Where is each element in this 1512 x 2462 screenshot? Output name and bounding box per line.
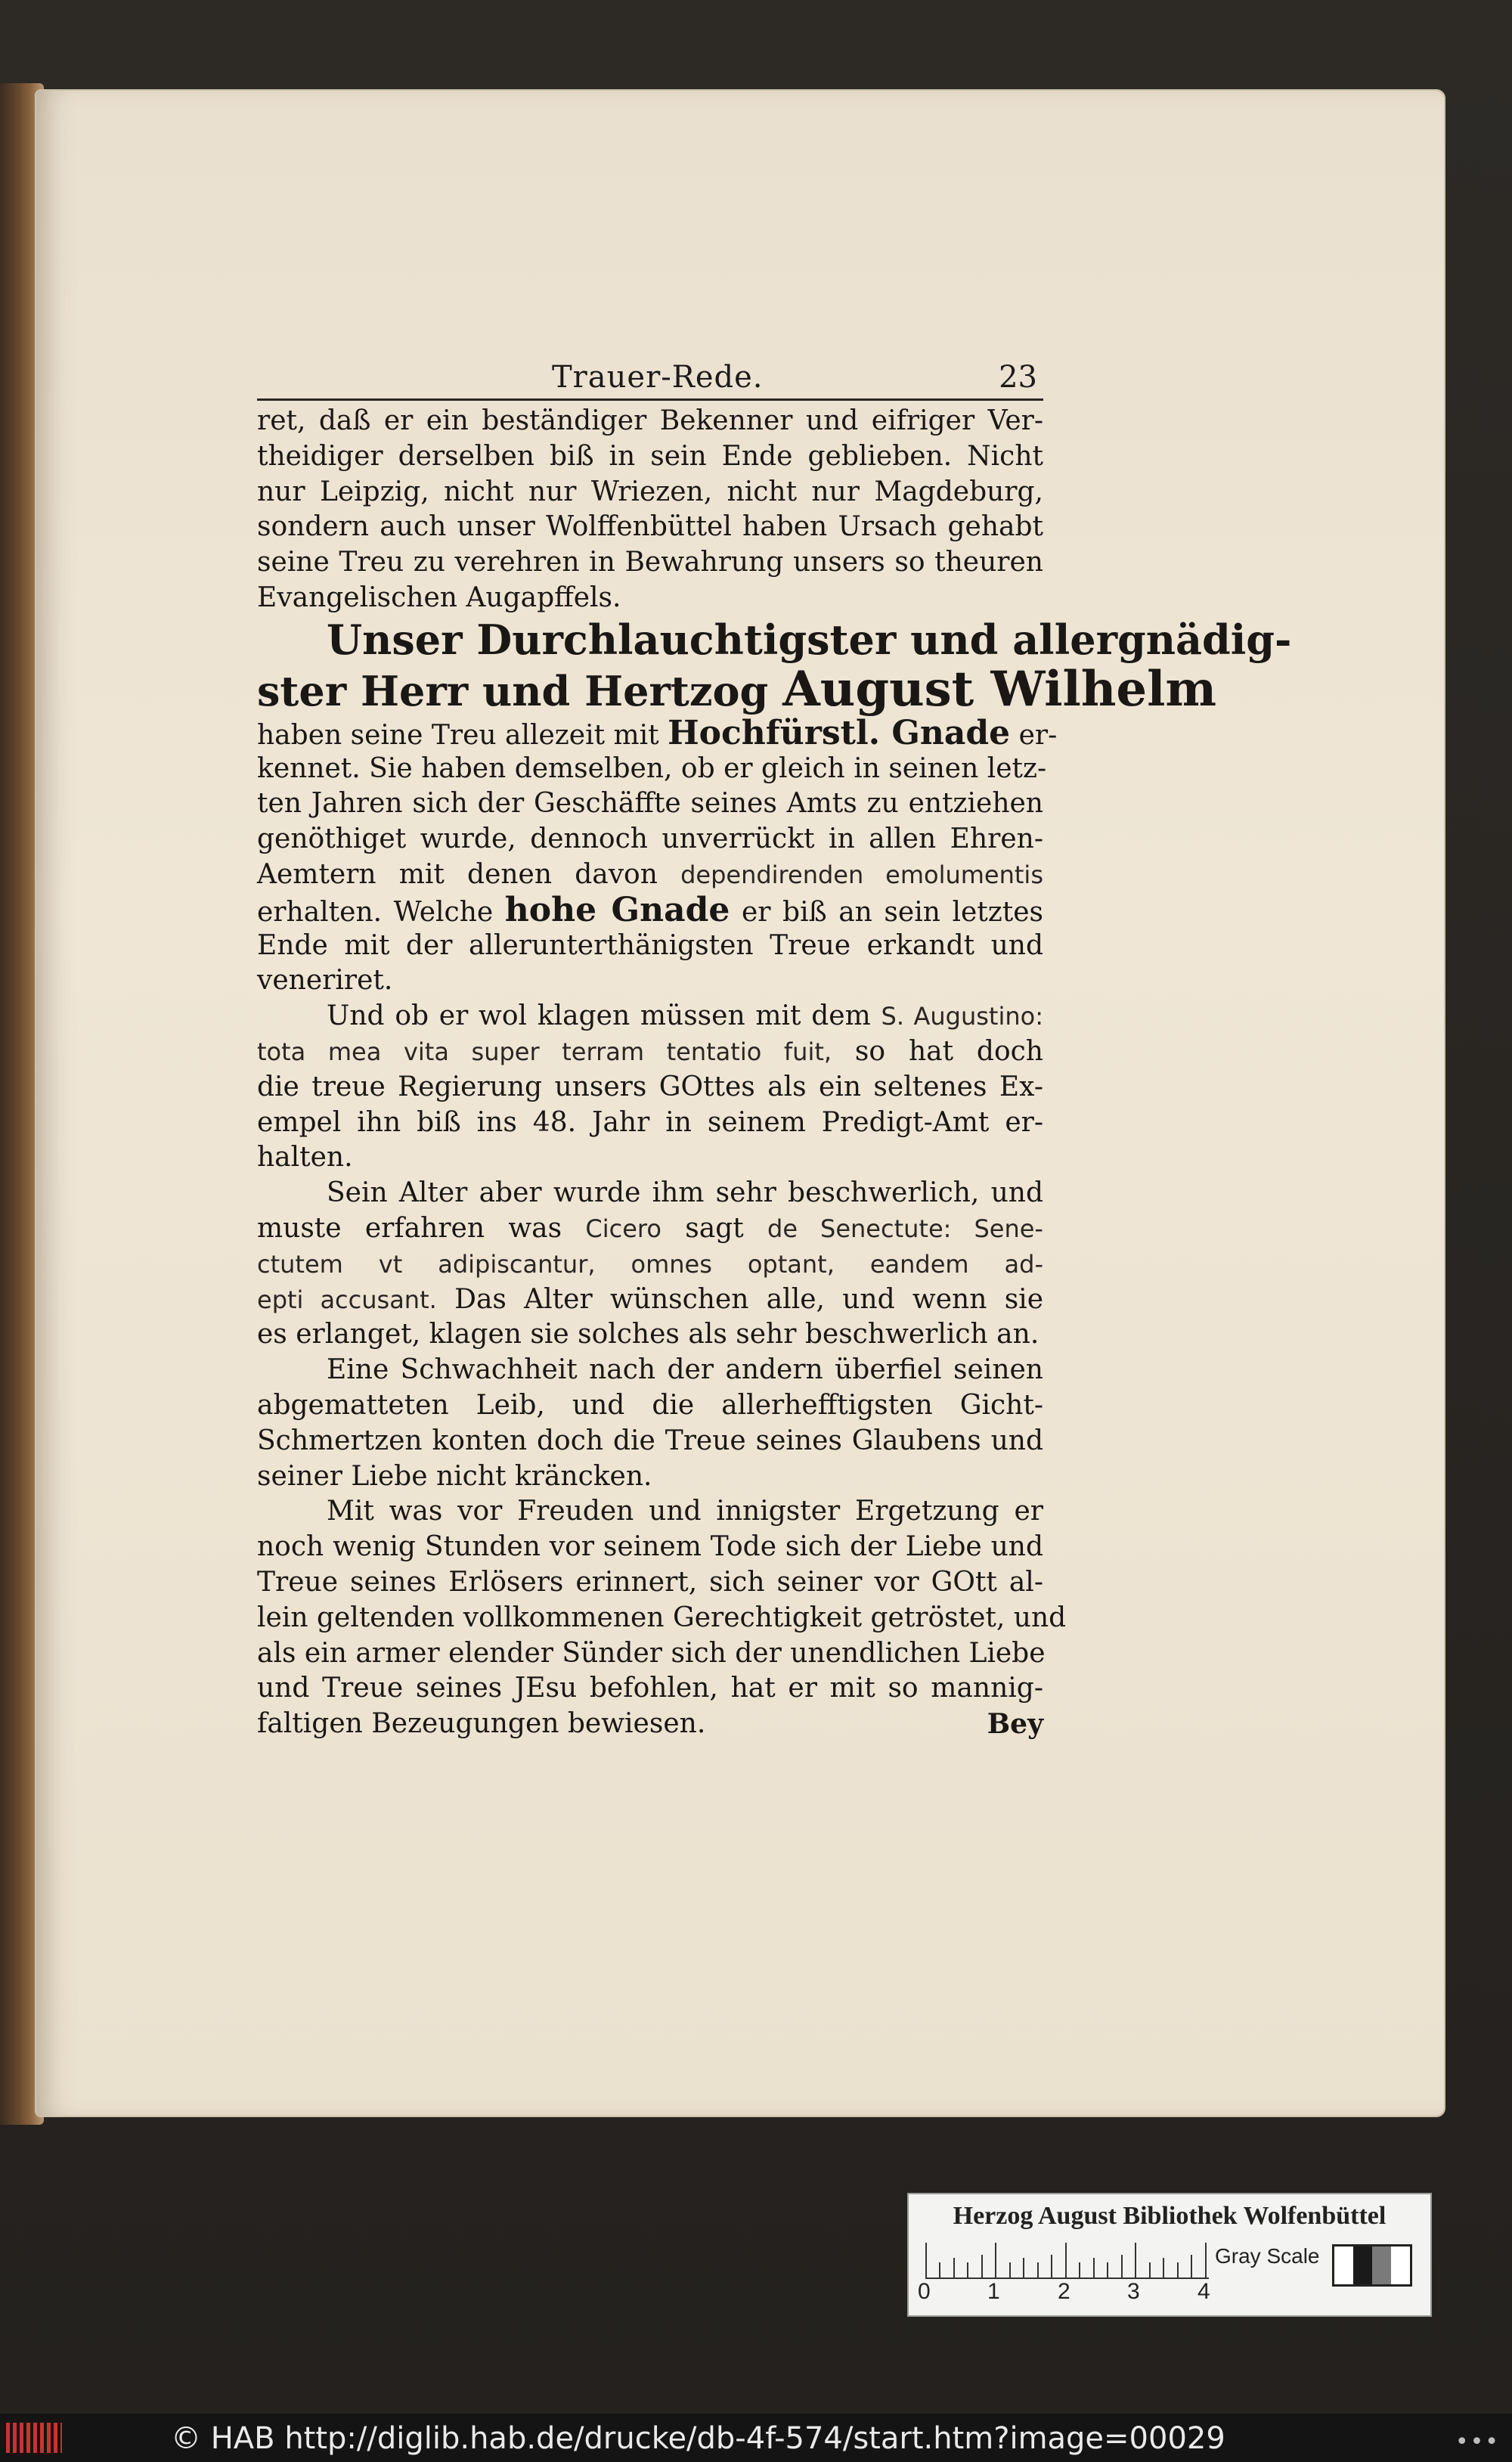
ruler-tick [967,2262,968,2278]
text-line: halten. [257,1142,353,1174]
ruler-tick [1135,2243,1136,2278]
text-line [257,999,1043,1034]
running-head [257,360,1043,402]
text-fragment: haben seine Treu allezeit mit [257,719,659,751]
gray-scale-swatches [1332,2244,1412,2287]
ruler-tick [1107,2262,1108,2278]
text-line: Mit was vor Freuden und innigster Ergetzung er [327,1496,1043,1527]
text-line [257,1282,1043,1318]
page-number: 23 [999,360,1037,395]
text-line [257,1034,1043,1070]
latin-text: epti accusant. [257,1285,437,1314]
text-fragment: sagt [685,1212,744,1244]
head-rule [257,398,1043,401]
text-line: Sein Alter aber wurde ihm sehr beschwerlich, und [327,1177,1043,1209]
latin-text: Cicero [585,1214,662,1243]
text-fragment: er biß an sein letztes [741,896,1043,928]
ruler-numbers [918,2279,1220,2306]
ruler-tick [981,2255,983,2278]
ruler-tick [1065,2243,1067,2278]
more-options-icon[interactable]: ••• [1455,2429,1500,2455]
emphasis-text: hohe Gnade [504,890,730,929]
ruler-tick [1163,2258,1164,2278]
gray-swatch [1353,2246,1372,2284]
text-line: die treue Regierung unsers GOttes als ein seltenes Ex- [257,1071,1043,1102]
text-line: ret, daß er ein beständiger Bekenner und eifriger Ver- [257,405,1043,436]
text-line [257,1211,1043,1247]
text-line: kennet. Sie haben demselben, ob er gleich in seinen letz- [257,752,1047,784]
text-line: noch wenig Stunden vor seinem Tode sich der Liebe und [257,1531,1043,1563]
text-fragment: faltigen Bezeugungen bewiesen. [257,1708,706,1740]
text-line [257,660,1217,718]
text-line: Ende mit der allerunterthänigsten Treue erkandt und [257,929,1043,961]
catchword: Bey [987,1708,1043,1741]
ruler-tick [1051,2255,1052,2278]
text-fragment: erhalten. Welche [257,896,494,928]
text-line: Eine Schwachheit nach der andern überfiel seinen [327,1354,1043,1386]
text-line: Schmertzen konten doch die Treue seines Glaubens und [257,1425,1043,1456]
gray-swatch [1372,2246,1391,2284]
text-line: veneriret. [257,965,393,997]
text-line: als ein armer elender Sünder sich der unendlichen Liebe [257,1637,1046,1669]
text-block [257,404,1292,1810]
running-title: Trauer-Rede. [552,360,764,395]
ruler-tick [1149,2262,1151,2278]
text-fragment: muste erfahren was [257,1212,562,1244]
text-line: es erlanget, klagen sie solches als sehr beschwerlich an. [257,1319,1040,1350]
text-line: seiner Liebe nicht kräncken. [257,1460,652,1492]
library-name: Herzog August Bibliothek Wolfenbüttel [953,2202,1387,2230]
text-fragment: Aemtern mit denen davon [257,858,658,890]
ruler-number: 3 [1127,2279,1140,2304]
latin-text: de Senectute: Sene- [767,1214,1043,1243]
text-line: ctutem vt adipiscantur, omnes optant, eandem ad- [257,1249,1043,1279]
ruler-number: 0 [918,2279,931,2304]
ruler-scale [925,2241,1209,2279]
text-line [257,857,1043,893]
text-line: theidiger derselben biß in sein Ende geblieben. Nicht [257,440,1043,472]
text-line: sondern auch unser Wolffenbüttel haben Ursach gehabt [257,511,1043,543]
text-line: nur Leipzig, nicht nur Wriezen, nicht nur Magdeburg, [257,476,1043,507]
text-line [257,1707,1043,1742]
ruler-tick [1009,2262,1011,2278]
gray-swatch [1334,2246,1353,2284]
gray-swatch [1391,2246,1410,2284]
ruler-tick [1023,2258,1024,2278]
gray-scale-label: Gray Scale [1215,2244,1320,2268]
ruler-tick [1037,2262,1039,2278]
emphasis-text: Hochfürstl. Gnade [668,713,1011,752]
duke-name: August Wilhelm [782,660,1217,718]
ruler-number: 4 [1198,2279,1210,2304]
latin-text: tota mea vita super terram tentatio fuit, [257,1037,832,1066]
text-fragment: ster Herr und Hertzog [257,666,769,715]
text-line [257,713,1058,752]
ruler-tick [995,2243,996,2278]
text-fragment: Und ob er wol klagen müssen mit dem [327,1000,871,1032]
viewer-footer [0,2414,1512,2462]
text-line: seine Treu zu verehren in Bewahrung unsers so theuren [257,547,1043,578]
barcode-icon [6,2423,62,2453]
text-line: und Treue seines JEsu befohlen, hat er mit so mannig- [257,1673,1043,1704]
ruler-tick [1079,2262,1080,2278]
text-line: Treue seines Erlösers erinnert, sich seiner vor GOtt al- [257,1566,1043,1598]
text-line: abgematteten Leib, und die allerhefftigsten Gicht- [257,1389,1043,1421]
text-fragment: Das Alter wünschen alle, und wenn sie [454,1283,1043,1315]
ruler-tick [925,2243,927,2278]
text-line [257,890,1043,929]
ruler-tick [1205,2243,1207,2278]
ruler-tick [939,2262,940,2278]
text-line: Unser Durchlauchtigster und allergnädig- [327,615,1292,664]
ruler-tick [1121,2255,1123,2278]
text-fragment: so hat doch [854,1035,1043,1067]
library-color-card [907,2193,1432,2317]
text-line: genöthiget wurde, dennoch unverrückt in allen Ehren- [257,823,1043,855]
text-line: Evangelischen Augapffels. [257,581,621,613]
ruler-number: 1 [987,2279,1000,2304]
copyright-url[interactable]: © HAB http://diglib.hab.de/drucke/db-4f-574/start.htm?image=00029 [171,2421,1225,2456]
latin-text: S. Augustino: [881,1002,1044,1031]
ruler-number: 2 [1058,2279,1070,2304]
latin-text: dependirenden emolumentis [680,860,1043,889]
text-line: lein geltenden vollkommenen Gerechtigkeit getröstet, und [257,1602,1067,1633]
ruler-tick [953,2258,955,2278]
ruler-tick [1093,2258,1095,2278]
ruler-tick [1191,2255,1192,2278]
text-line: ten Jahren sich der Geschäffte seines Amts zu entziehen [257,788,1043,820]
ruler-tick [1177,2262,1179,2278]
text-line: empel ihn biß ins 48. Jahr in seinem Predigt-Amt er- [257,1106,1043,1138]
text-fragment: er- [1018,719,1058,751]
